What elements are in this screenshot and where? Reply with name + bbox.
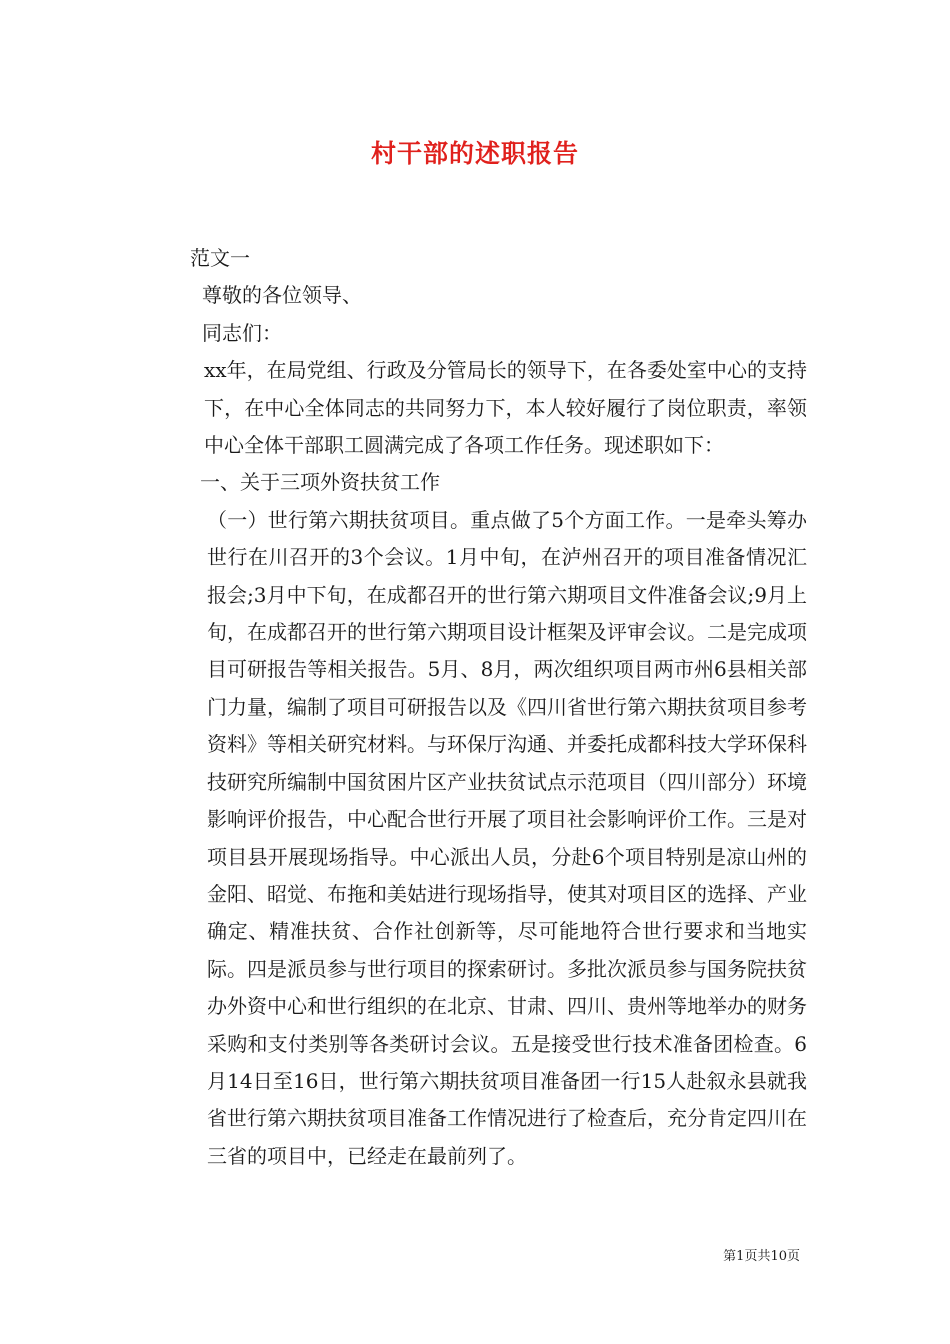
paragraph-salutation-1: 尊敬的各位领导、: [202, 283, 362, 308]
document-title: 村干部的述职报告: [370, 139, 579, 168]
page-number: 第1页共10页: [723, 1249, 800, 1264]
paragraph-sample-label: 范文一: [190, 246, 250, 270]
document-body: [147, 240, 807, 1175]
section-heading-1: 一、关于三项外资扶贫工作: [200, 470, 440, 495]
paragraph-world-bank-project: （一）世行第六期扶贫项目。重点做了5个方面工作。一是牵头筹办世行在川召开的3个会议。1月中旬，在泸州召开的项目准备情况汇报会;3月中下旬，在成都召开的世行第六期项目文件准备会议;9月上旬，在成都召开的世行第六期项目设计框架及评审会议。二是完成项目可研报告等相关报告。5月、8月，两次组织项目两市州6县相关部门力量，编制了项目可研报告以及《四川省世行第六期扶贫项目参考资料》等相关研究材料。与环保厅沟通、并委托成都科技大学环保科技研究所编制中国贫困片区产业扶贫试点示范项目（四川部分）环境影响评价报告，中心配合世行开展了项目社会影响评价工作。三是对项目县开展现场指导。中心派出人员，分赴6个项目特别是凉山州的金阳、昭觉、布拖和美姑进行现场指导，使其对项目区的选择、产业确定、精准扶贫、合作社创新等，尽可能地符合世行要求和当地实际。四是派员参与世行项目的探索研讨。多批次派员参与国务院扶贫办外资中心和世行组织的在北京、甘肃、四川、贵州等地举办的财务采购和支付类别等各类研讨会议。五是接受世行技术准备团检查。6月14日至16日，世行第六期扶贫项目准备团一行15人赴叙永县就我省世行第六期扶贫项目准备工作情况进行了检查后，充分肯定四川在三省的项目中，已经走在最前列了。: [207, 507, 807, 1168]
paragraph-intro: xx年，在局党组、行政及分管局长的领导下，在各委处室中心的支持下，在中心全体同志的共同努力下，本人较好履行了岗位职责，率领中心全体干部职工圆满完成了各项工作任务。现述职如下：: [204, 358, 807, 458]
paragraph-salutation-2: 同志们：: [202, 320, 282, 345]
